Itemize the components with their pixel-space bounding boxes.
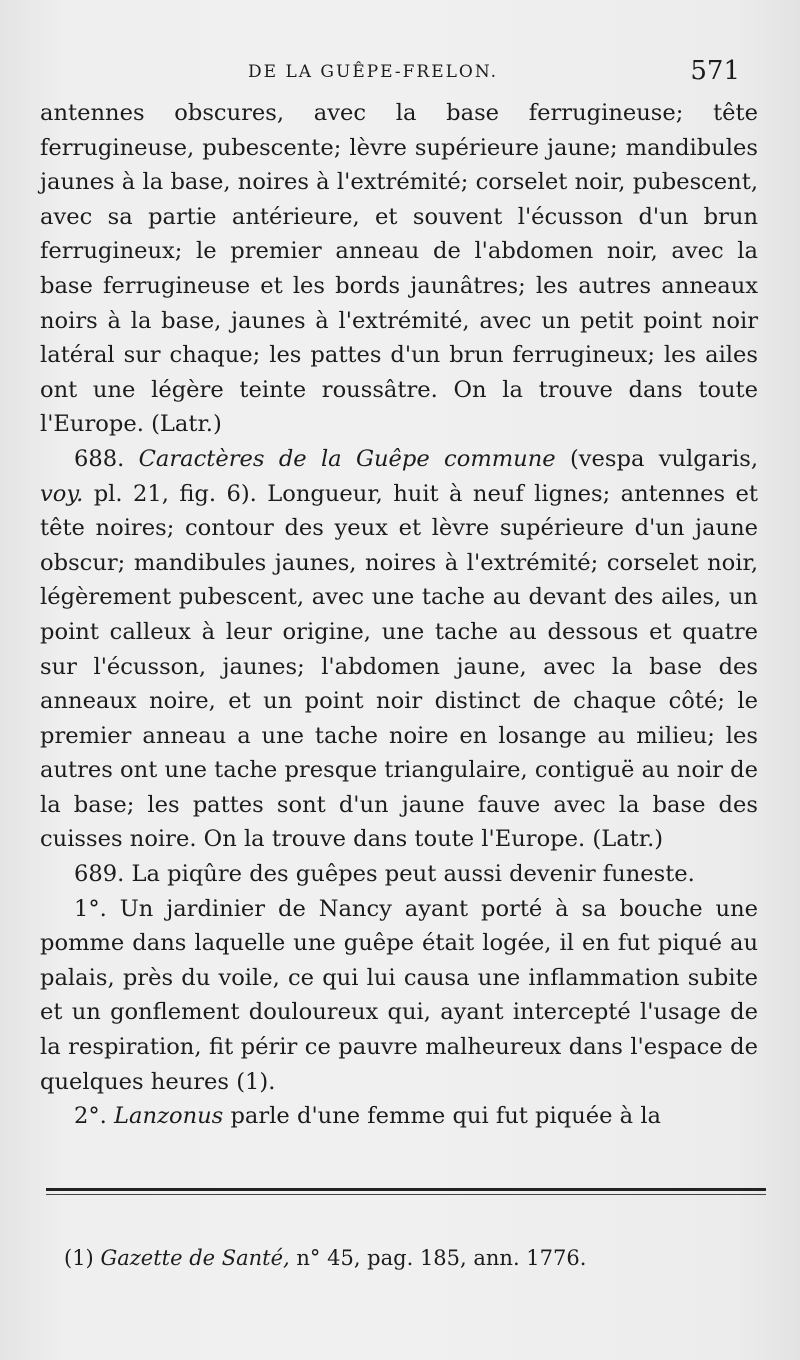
- paragraph-number: 2°.: [74, 1103, 107, 1130]
- paragraph-second-case: [40, 1099, 758, 1134]
- footnote-source: Gazette de Santé,: [100, 1246, 290, 1270]
- paragraph-continued: [40, 96, 758, 442]
- paragraph-text: parle d'une femme qui fut piquée à la: [223, 1103, 662, 1130]
- running-head: DE LA GUÊPE-FRELON.: [248, 62, 499, 82]
- paragraph-text: 689. La piqûre des guêpes peut aussi devenir funeste.: [74, 861, 695, 888]
- species-name: (vespa vulgaris,: [555, 445, 758, 472]
- paragraph-title: Caractères de la Guêpe commune: [138, 445, 556, 472]
- paragraph-number: 688.: [74, 445, 125, 472]
- author-name: Lanzonus: [114, 1103, 224, 1130]
- paragraph-689: [40, 857, 758, 892]
- voy-abbrev: voy.: [40, 480, 84, 507]
- footnote-rule: [46, 1188, 766, 1191]
- body-text: [40, 96, 758, 1134]
- footnote: [64, 1246, 764, 1270]
- footnote-marker: (1): [64, 1246, 94, 1270]
- page-header: [40, 58, 740, 88]
- paragraph-text: antennes obscures, avec la base ferrugineuse; tête ferrugineuse, pubescente; lèvre supérieure jaune; mandibules jaunes à la base, noires à l'extrémité; corselet noir, pubescent, avec sa partie antérieure, et souvent l'écusson d'un brun ferrugineux; le premier anneau de l'abdomen noir, avec la base ferrugineuse et les bords jaunâtres; les autres anneaux noirs à la base, jaunes à l'extrémité, avec un petit point noir latéral sur chaque; les pattes d'un brun ferrugineux; les ailes ont une légère teinte roussâtre. On la trouve dans toute l'Europe. (Latr.): [40, 100, 758, 438]
- paragraph-text: pl. 21, fig. 6). Longueur, huit à neuf lignes; antennes et tête noires; contour des yeux et lèvre supérieure d'un jaune obscur; mandibules jaunes, noires à l'extrémité; corselet noir, légèrement pubescent, avec une tache au devant des ailes, un point calleux à leur origine, une tache au dessous et quatre sur l'écusson, jaunes; l'abdomen jaune, avec la base des anneaux noire, et un point noir distinct de chaque côté; le premier anneau a une tache noire en losange au milieu; les autres ont une tache presque triangulaire, contiguë au noir de la base; les pattes sont d'un jaune fauve avec la base des cuisses noire. On la trouve dans toute l'Europe. (Latr.): [40, 480, 758, 853]
- page-number: 571: [690, 56, 740, 86]
- paragraph-first-case: [40, 892, 758, 1100]
- paragraph-text: 1°. Un jardinier de Nancy ayant porté à sa bouche une pomme dans laquelle une guêpe était logée, il en fut piqué au palais, près du voile, ce qui lui causa une inflammation subite et un gonflement douloureux qui, ayant intercepté l'usage de la respiration, fit périr ce pauvre malheureux dans l'espace de quelques heures (1).: [40, 895, 758, 1095]
- footnote-details: n° 45, pag. 185, ann. 1776.: [289, 1246, 587, 1270]
- footnote-rule-thin: [46, 1194, 766, 1195]
- paragraph-688: [40, 442, 758, 857]
